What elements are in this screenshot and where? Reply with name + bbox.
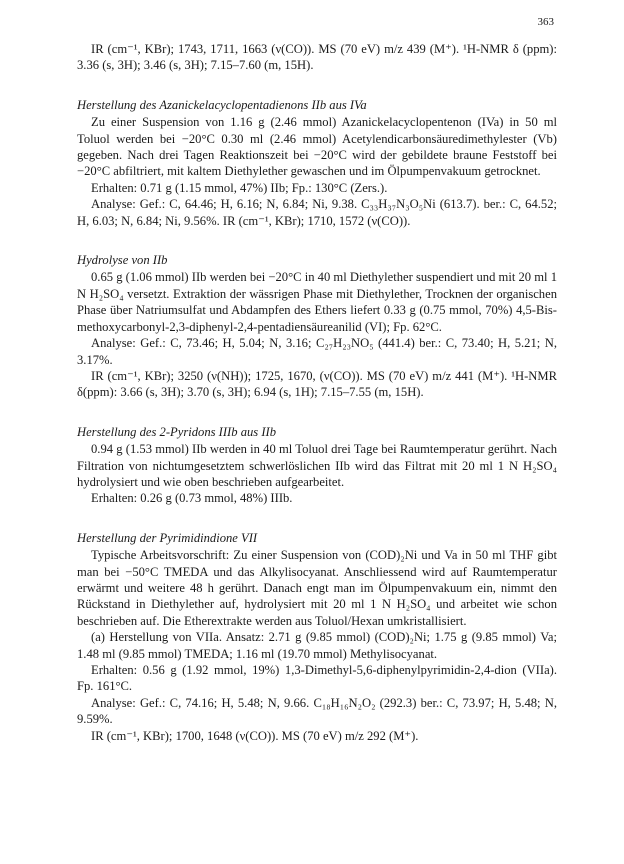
paragraph: Analyse: Gef.: C, 73.46; H, 5.04; N, 3.16; C₂₇H₂₃NO₅ (441.4) ber.: C, 73.40; H, 5.21; N, 3.17%. [77, 336, 557, 367]
paragraph: Analyse: Gef.: C, 74.16; H, 5.48; N, 9.66. C₁₈H₁₆N₂O₂ (292.3) ber.: C, 73.97; H, 5.48; N, 9.59%. [77, 695, 557, 727]
page-number: 363 [537, 16, 554, 28]
paragraph: Erhalten: 0.56 g (1.92 mmol, 19%) 1,3-Dimethyl-5,6-diphenylpyrimidin-2,4-dion (VIIa). Fp. 161°C. [77, 663, 557, 694]
paragraph: 0.65 g (1.06 mmol) IIb werden bei −20°C in 40 ml Diethylether suspendiert und mit 20 ml 1 N H₂SO₄ versetzt. Extraktion der wässrigen Phase mit Diethylether, Trocknen der organischen Phase über Natriumsulfat und Abdampfen des Ethers liefert 0.33 g (0.75 mmol, 70%) 4,5-Bis-methoxycarbonyl-2,3-diphenyl-2,4-pentadiensäureanilid (VI); Fp. 62°C. [77, 270, 557, 334]
section-hydrolyse [77, 252, 557, 401]
paragraph: Typische Arbeitsvorschrift: Zu einer Suspension von (COD)₂Ni und Va in 50 ml THF gibt man bei −50°C TMEDA und das Alkylisocyanat. Anschliessend wird auf Raumtemperatur erwärmt und weitere 48 h gerührt. Danach engt man im Ölpumpenvakuum ein, nimmt den Rückstand in Diethylether auf, hydrolysiert mit 20 ml 1 N H₂SO₄ und arbeitet wie schon beschrieben auf. Die Etherextrakte werden aus Toluol/Hexan umkristallisiert. [77, 548, 557, 628]
section-heading: Herstellung des Azanickelacyclopentadienons IIb aus IVa [77, 97, 367, 112]
section-heading: Herstellung der Pyrimidindione VII [77, 530, 258, 545]
section-heading: Herstellung des 2-Pyridons IIIb aus IIb [77, 424, 277, 439]
section-heading: Hydrolyse von IIb [77, 253, 168, 268]
paragraph: IR (cm⁻¹, KBr); 3250 (ν(NH)); 1725, 1670, (ν(CO)). MS (70 eV) m/z 441 (M⁺). ¹H-NMR δ(ppm): 3.66 (s, 3H); 3.70 (s, 3H); 6.94 (s, 1H); 7.15–7.55 (m, 15H). [77, 368, 557, 400]
paragraph: IR (cm⁻¹, KBr); 1743, 1711, 1663 (ν(CO)). MS (70 eV) m/z 439 (M⁺). ¹H-NMR δ (ppm): 3.36 (s, 3H); 3.46 (s, 3H); 7.15–7.60 (m, 15H). [77, 42, 557, 73]
section-azanickelacyclopentadienon [77, 97, 557, 229]
section-pyridon [77, 424, 557, 507]
section-pyrimidindione [77, 530, 557, 744]
paragraph: Zu einer Suspension von 1.16 g (2.46 mmol) Azanickelacyclopentenon (IVa) in 50 ml Toluol werden bei −20°C 0.30 ml (2.46 mmol) Acetylendicarbonsäuredimethylester (Vb) gegeben. Nach drei Tagen Reaktionszeit bei −20°C wird der gebildete braune Feststoff bei −20°C abfiltriert, mit kaltem Diethylether gewaschen und im Ölpumpenvakuum getrocknet. [77, 115, 557, 179]
paragraph: IR (cm⁻¹, KBr); 1700, 1648 (ν(CO)). MS (70 eV) m/z 292 (M⁺). [91, 728, 419, 743]
paragraph: Erhalten: 0.26 g (0.73 mmol, 48%) IIIb. [91, 491, 293, 506]
paragraph: Erhalten: 0.71 g (1.15 mmol, 47%) IIb; Fp.: 130°C (Zers.). [91, 180, 388, 195]
section-spectra-continuation [77, 41, 557, 74]
paragraph: Analyse: Gef.: C, 64.46; H, 6.16; N, 6.84; Ni, 9.38. C₃₃H₃₇N₃O₅Ni (613.7). ber.: C, 64.52; H, 6.03; N, 6.84; Ni, 9.56%. IR (cm⁻¹, KBr); 1710, 1572 (ν(CO)). [77, 197, 557, 228]
page-body [77, 41, 557, 744]
paragraph: (a) Herstellung von VIIa. Ansatz: 2.71 g (9.85 mmol) (COD)₂Ni; 1.75 g (9.85 mmol) Va; 1.48 ml (9.85 mmol) TMEDA; 1.16 ml (19.70 mmol) Methylisocyanat. [77, 630, 557, 661]
paragraph: 0.94 g (1.53 mmol) IIb werden in 40 ml Toluol drei Tage bei Raumtemperatur gerührt. Nach Filtration von nichtumgesetztem schwerlöslichen IIb wird das Filtrat mit 20 ml 1 N H₂SO₄ hydrolysiert und wie oben beschrieben aufgearbeitet. [77, 442, 557, 489]
